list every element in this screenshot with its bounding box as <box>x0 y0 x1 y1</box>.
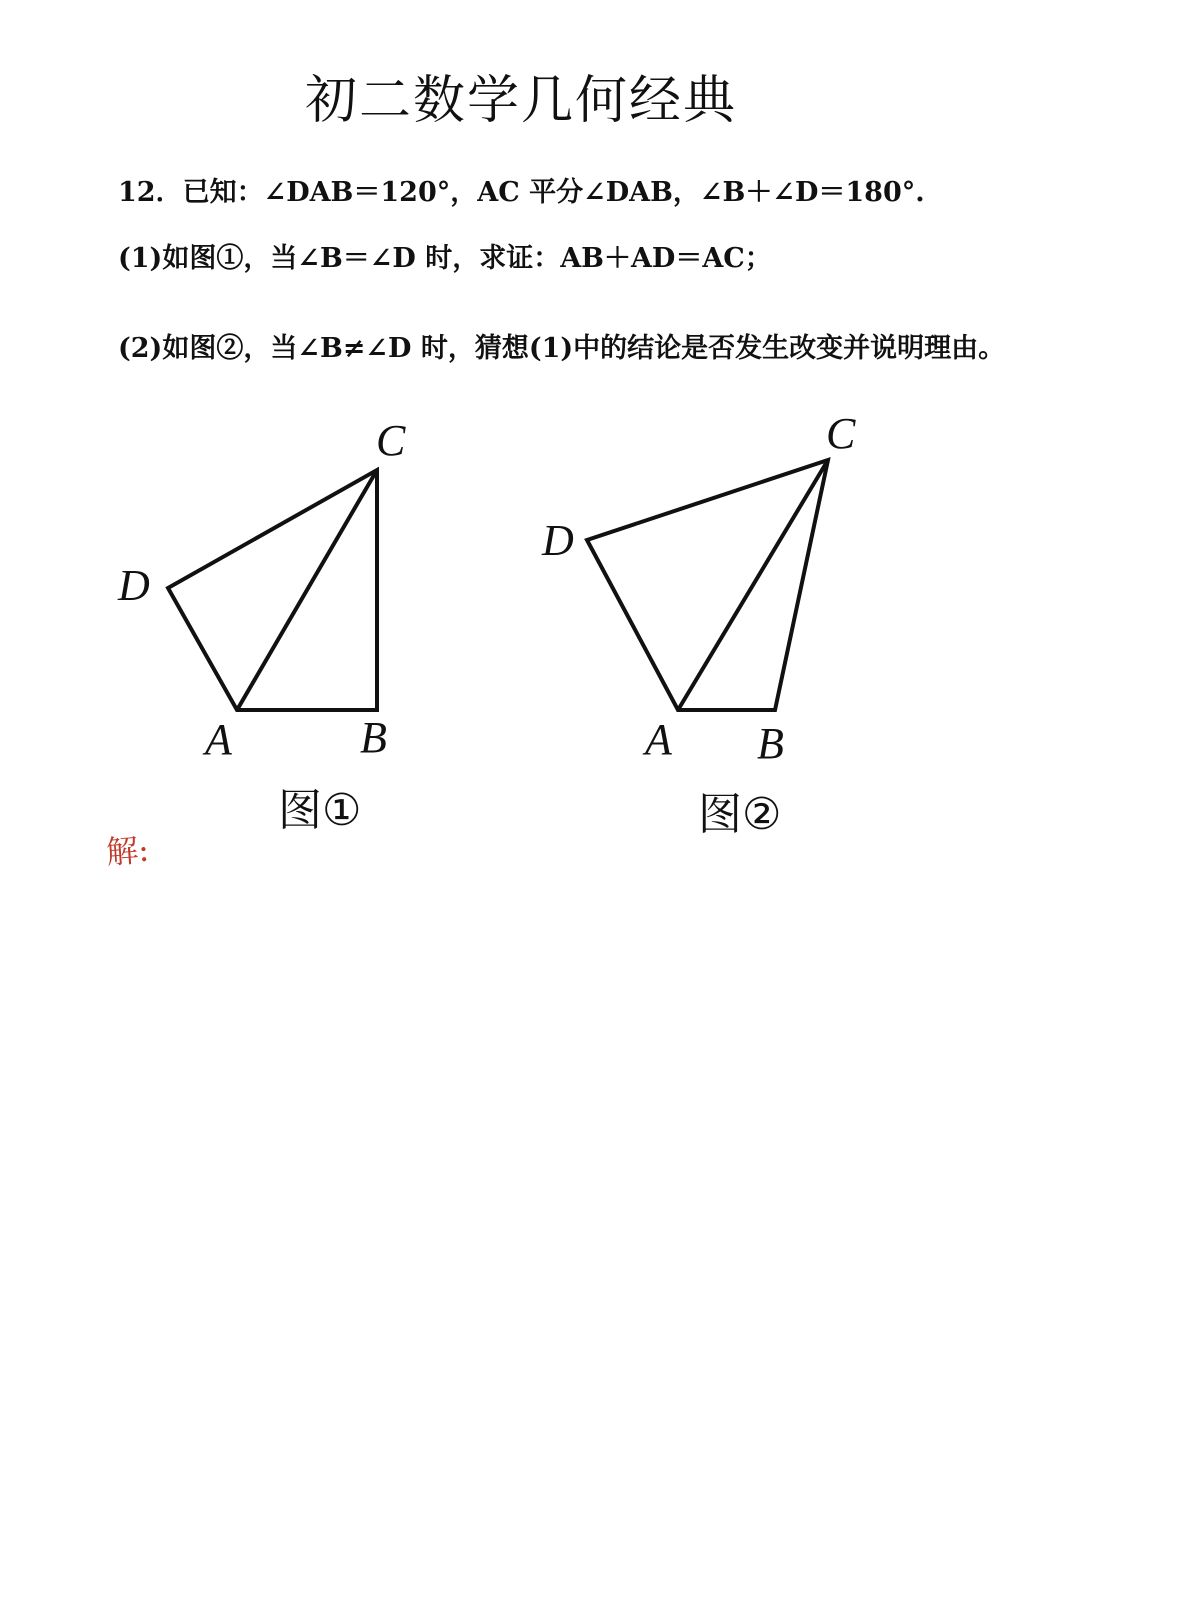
figure-2-quadrilateral <box>587 460 828 710</box>
figure-1-vertex-b: B <box>360 713 387 762</box>
figure-2-caption: 图② <box>698 789 782 840</box>
figure-2-vertex-d: D <box>542 516 574 565</box>
figure-1-caption: 图① <box>278 785 362 836</box>
problem-part-2: (2)如图②，当∠B≠∠D 时，猜想(1)中的结论是否发生改变并说明理由。 <box>118 333 1006 364</box>
figure-1-vertex-a: A <box>205 715 232 764</box>
figure-1-vertex-c: C <box>376 416 406 465</box>
figure-1-quadrilateral <box>168 470 377 710</box>
figure-2-diagonal-ac <box>678 460 828 710</box>
figure-2-vertex-a: A <box>645 715 672 764</box>
figure-1-diagonal-ac <box>237 470 377 710</box>
figure-2-vertex-b: B <box>757 719 784 768</box>
problem-given: 12．已知：∠DAB＝120°，AC 平分∠DAB，∠B＋∠D＝180°. <box>118 177 925 208</box>
figure-1-vertex-d: D <box>118 561 150 610</box>
page-title: 初二数学几何经典 <box>305 71 738 131</box>
problem-part-1: (1)如图①，当∠B＝∠D 时，求证：AB＋AD＝AC； <box>118 243 772 274</box>
solution-label: 解: <box>104 830 151 872</box>
figure-2-vertex-c: C <box>826 409 856 458</box>
